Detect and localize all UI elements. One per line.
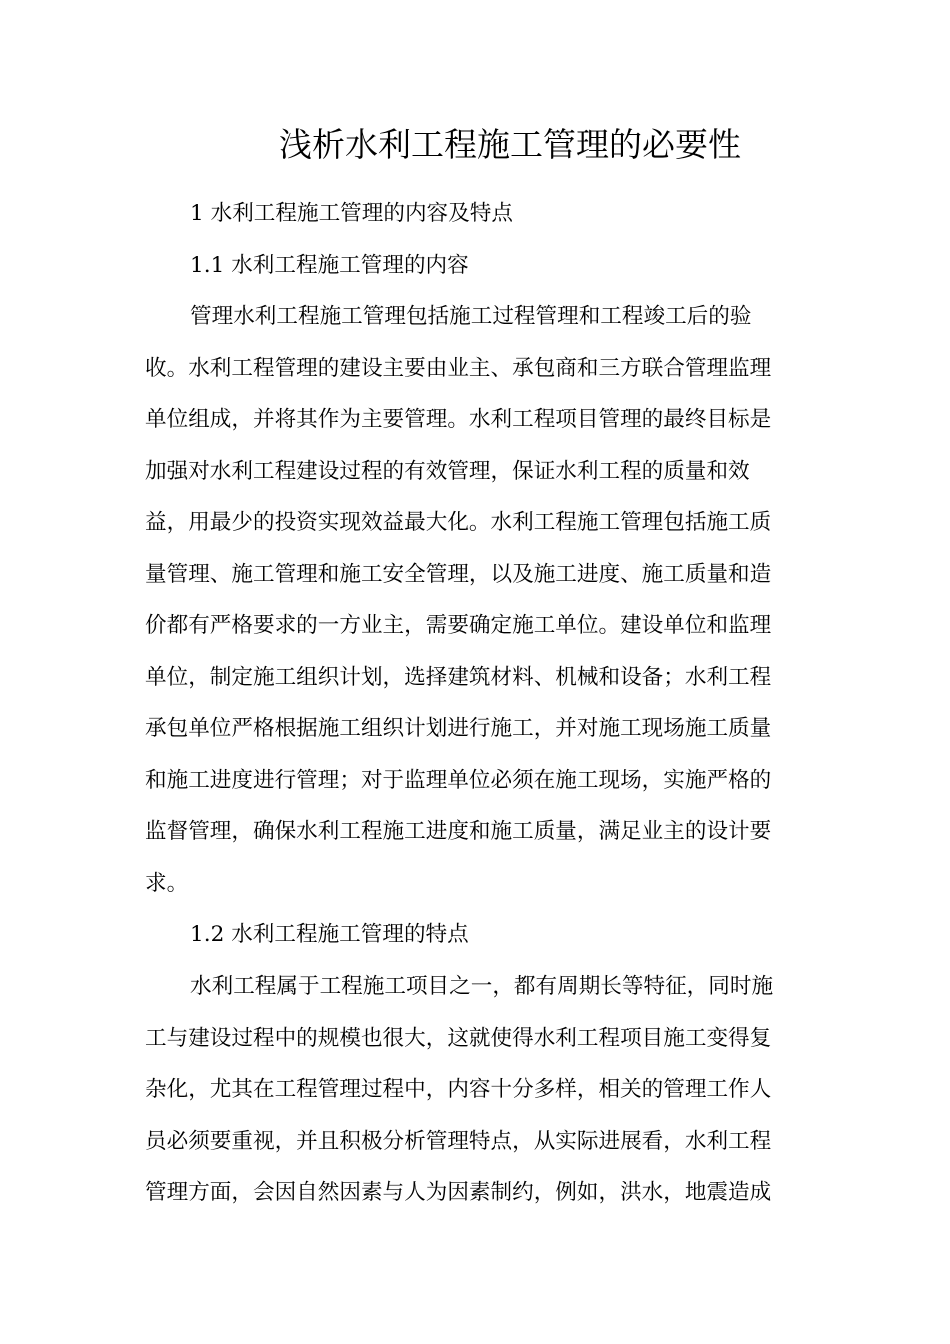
paragraph-line: 管理水利工程施工管理包括施工过程管理和工程竣工后的验 [190,304,752,329]
paragraph-line: 杂化，尤其在工程管理过程中，内容十分多样，相关的管理工作人 [145,1077,772,1102]
paragraph-1-lines [145,291,795,909]
document-title: 浅析水利工程施工管理的必要性 [279,125,741,164]
paragraph-line: 量管理、施工管理和施工安全管理，以及施工进度、施工质量和造 [145,561,772,587]
paragraph-line: 水利工程属于工程施工项目之一，都有周期长等特征，同时施 [190,974,774,999]
paragraph-line: 工与建设过程中的规模也很大，这就使得水利工程项目施工变得复 [145,1025,772,1051]
paragraph-2 [145,961,795,1219]
paragraph-line: 益，用最少的投资实现效益最大化。水利工程施工管理包括施工质 [145,510,772,535]
paragraph-line: 承包单位严格根据施工组织计划进行施工，并对施工现场施工质量 [145,716,772,741]
paragraph-1 [145,291,795,909]
paragraph-line: 收。水利工程管理的建设主要由业主、承包商和三方联合管理监理 [145,355,772,381]
paragraph-line: 单位组成，并将其作为主要管理。水利工程项目管理的最终目标是 [145,407,772,432]
paragraph-line: 单位，制定施工组织计划，选择建筑材料、机械和设备；水利工程 [145,664,772,690]
paragraph-line: 求。 [145,870,189,896]
paragraph-line: 价都有严格要求的一方业主，需要确定施工单位。建设单位和监理 [145,613,772,638]
paragraph-line: 和施工进度进行管理；对于监理单位必须在施工现场，实施严格的 [145,767,772,793]
paragraph-line: 员必须要重视，并且积极分析管理特点，从实际进展看，水利工程 [145,1128,772,1154]
section-heading-1-2: 1.2 水利工程施工管理的特点 [190,922,469,947]
paragraph-line: 监督管理，确保水利工程施工进度和施工质量，满足业主的设计要 [145,819,772,844]
section-heading-1: 1 水利工程施工管理的内容及特点 [190,201,513,226]
section-heading-1-1: 1.1 水利工程施工管理的内容 [190,253,469,278]
paragraph-line: 管理方面，会因自然因素与人为因素制约，例如，洪水，地震造成 [145,1180,772,1205]
paragraph-line: 加强对水利工程建设过程的有效管理，保证水利工程的质量和效 [145,458,750,484]
